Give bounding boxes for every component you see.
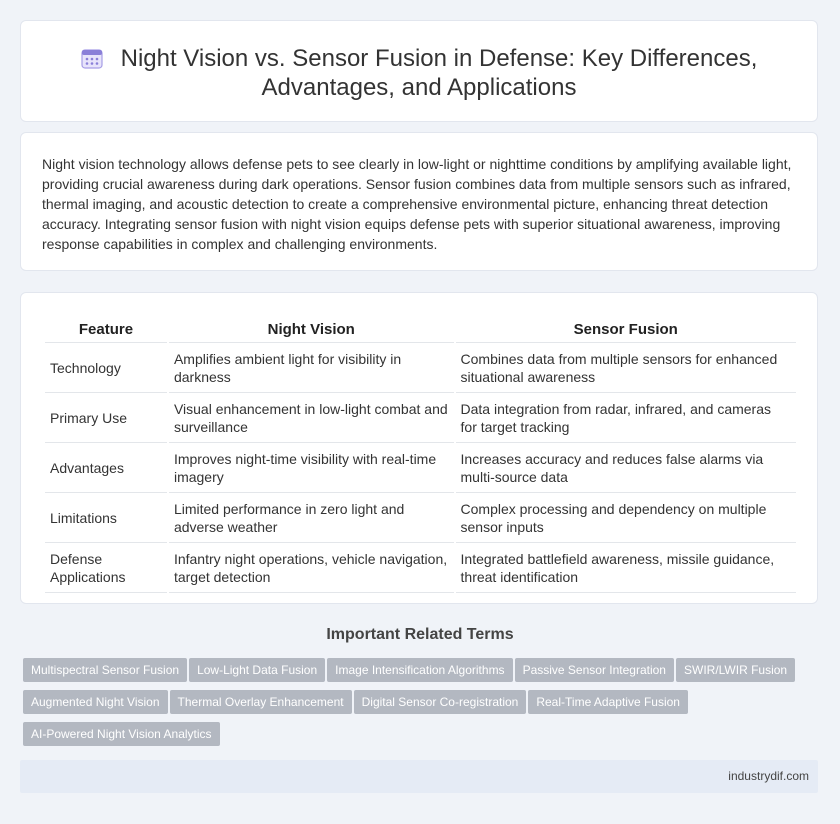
row-night-vision: Improves night-time visibility with real-time imagery <box>169 443 454 493</box>
row-sensor-fusion: Complex processing and dependency on multiple sensor inputs <box>456 493 796 543</box>
table-header-row <box>45 312 796 343</box>
tag-ai-powered-night-vision-analytics[interactable]: AI-Powered Night Vision Analytics <box>23 722 220 746</box>
tag-augmented-night-vision[interactable]: Augmented Night Vision <box>23 690 168 714</box>
row-sensor-fusion: Combines data from multiple sensors for enhanced situational awareness <box>456 343 796 393</box>
related-terms-tags <box>23 658 823 754</box>
comparison-card <box>20 292 818 604</box>
comparison-table <box>43 312 798 593</box>
title-wrap <box>21 44 817 102</box>
tag-real-time-adaptive-fusion[interactable]: Real-Time Adaptive Fusion <box>528 690 688 714</box>
row-sensor-fusion: Data integration from radar, infrared, and cameras for target tracking <box>456 393 796 443</box>
table-row <box>45 543 796 593</box>
row-feature: Limitations <box>45 493 167 543</box>
header-night-vision: Night Vision <box>169 312 454 343</box>
row-feature: Defense Applications <box>45 543 167 593</box>
footer <box>20 760 818 793</box>
tag-multispectral-sensor-fusion[interactable]: Multispectral Sensor Fusion <box>23 658 187 682</box>
table-row <box>45 393 796 443</box>
header-sensor-fusion: Sensor Fusion <box>456 312 796 343</box>
tag-thermal-overlay-enhancement[interactable]: Thermal Overlay Enhancement <box>170 690 352 714</box>
table-row <box>45 443 796 493</box>
intro-card <box>20 132 818 271</box>
row-night-vision: Infantry night operations, vehicle navigation, target detection <box>169 543 454 593</box>
row-night-vision: Limited performance in zero light and adverse weather <box>169 493 454 543</box>
tag-passive-sensor-integration[interactable]: Passive Sensor Integration <box>515 658 674 682</box>
row-night-vision: Amplifies ambient light for visibility in darkness <box>169 343 454 393</box>
row-sensor-fusion: Integrated battlefield awareness, missile guidance, threat identification <box>456 543 796 593</box>
row-feature: Technology <box>45 343 167 393</box>
row-night-vision: Visual enhancement in low-light combat and surveillance <box>169 393 454 443</box>
calendar-icon <box>81 47 103 69</box>
tag-digital-sensor-co-registration[interactable]: Digital Sensor Co-registration <box>354 690 527 714</box>
intro-paragraph: Night vision technology allows defense pets to see clearly in low-light or nighttime conditions by amplifying available light, providing crucial awareness during dark operations. Sensor fusion combines data from multiple sensors such as infrared, thermal imaging, and acoustic detection to create a comprehensive environmental picture, enhancing threat detection accuracy. Integrating sensor fusion with night vision equips defense pets with superior situational awareness, improving response capabilities in complex and challenging environments. <box>42 156 792 252</box>
page-title <box>21 44 817 102</box>
tag-low-light-data-fusion[interactable]: Low-Light Data Fusion <box>189 658 325 682</box>
table-row <box>45 493 796 543</box>
table-row <box>45 343 796 393</box>
footer-site-link[interactable]: industrydif.com <box>728 769 809 783</box>
tag-swir-lwir-fusion[interactable]: SWIR/LWIR Fusion <box>676 658 795 682</box>
row-feature: Advantages <box>45 443 167 493</box>
row-feature: Primary Use <box>45 393 167 443</box>
title-card <box>20 20 818 122</box>
related-terms-title: Important Related Terms <box>326 626 514 643</box>
header-feature: Feature <box>45 312 167 343</box>
tag-image-intensification-algorithms[interactable]: Image Intensification Algorithms <box>327 658 512 682</box>
page-title-text: Night Vision vs. Sensor Fusion in Defense: Key Differences, Advantages, and Applications <box>120 45 758 101</box>
row-sensor-fusion: Increases accuracy and reduces false alarms via multi-source data <box>456 443 796 493</box>
